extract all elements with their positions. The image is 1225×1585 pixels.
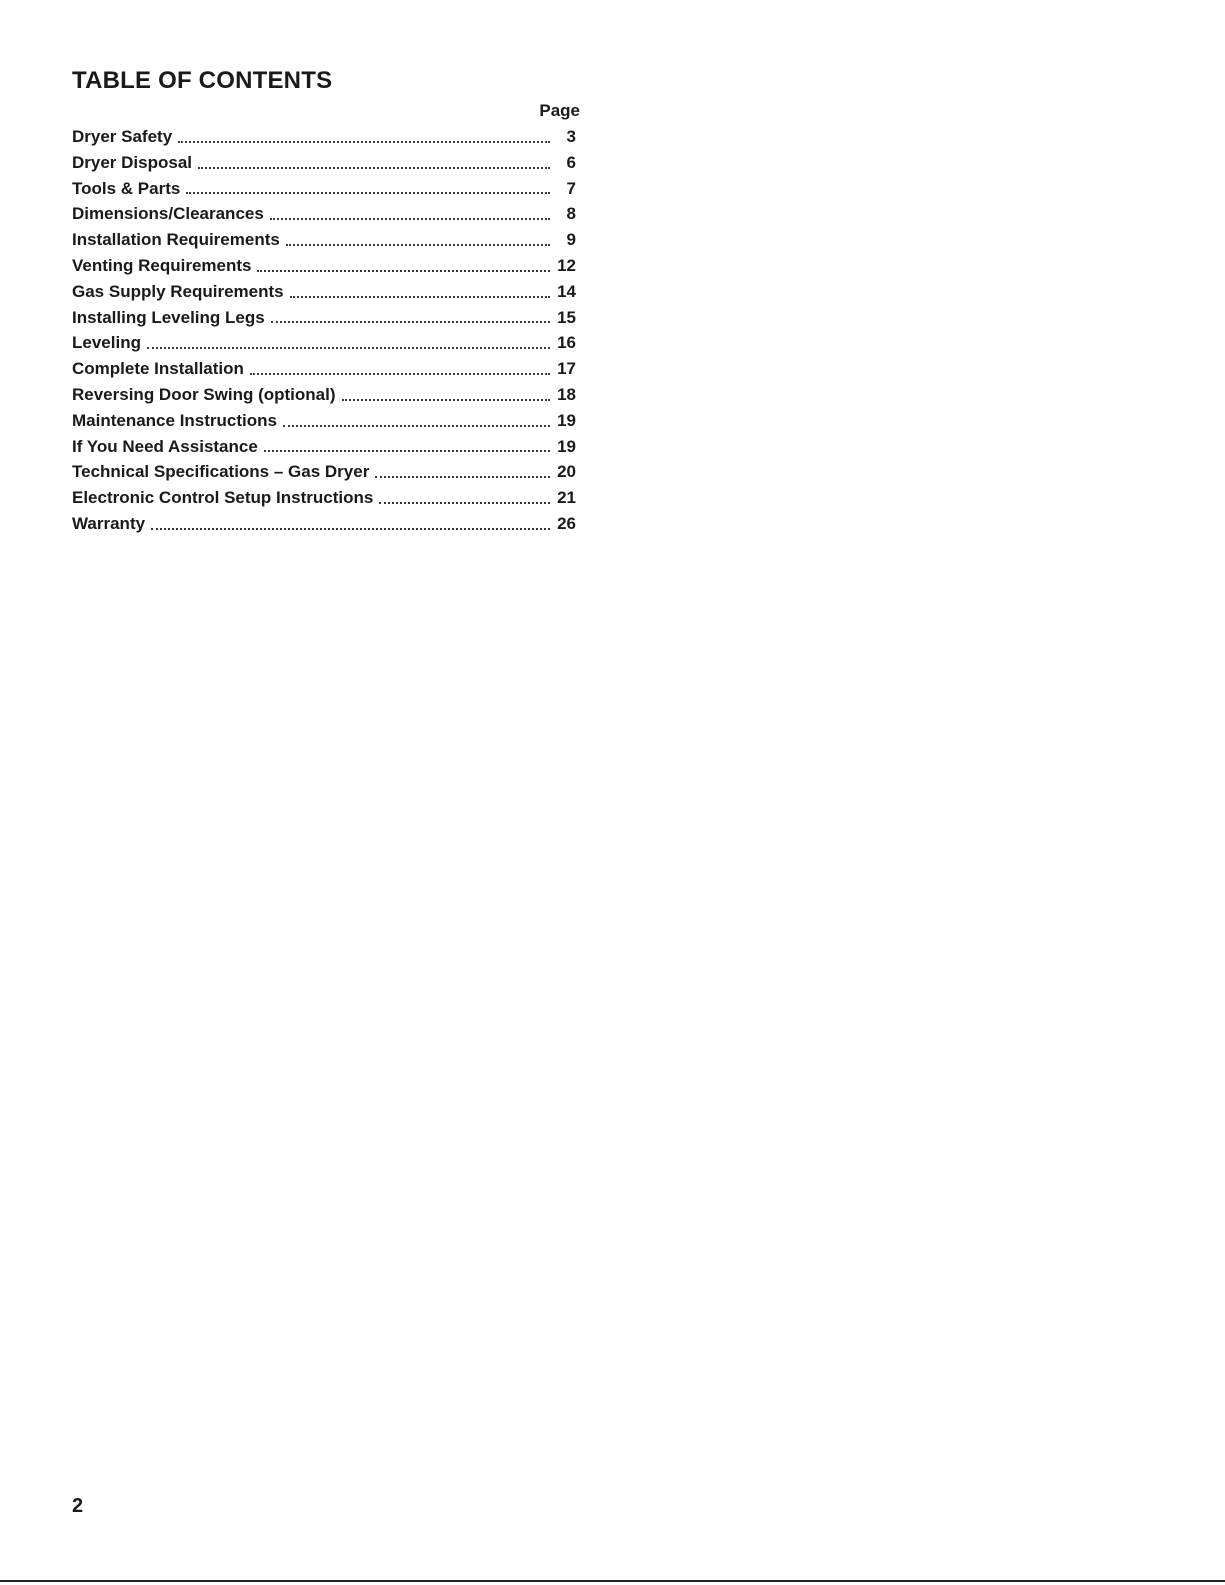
page-column-header: Page xyxy=(539,101,580,120)
toc-entry-label: Dryer Disposal xyxy=(72,152,192,172)
toc-entry-page: 15 xyxy=(557,307,576,327)
toc-entry-page: 12 xyxy=(557,255,576,275)
dot-leader xyxy=(178,127,550,143)
toc-entry-label: Reversing Door Swing (optional) xyxy=(72,384,336,404)
toc-entry-label: Dimensions/Clearances xyxy=(72,204,264,224)
toc-title: TABLE OF CONTENTS xyxy=(72,67,333,94)
toc-entry-dryer-disposal[interactable] xyxy=(72,150,576,176)
toc-entry-venting-requirements[interactable] xyxy=(72,253,576,279)
toc-entry-label: Venting Requirements xyxy=(72,255,252,275)
toc-entry-if-you-need-assistance[interactable] xyxy=(72,434,576,460)
dot-leader xyxy=(375,462,550,478)
dot-leader xyxy=(186,178,550,194)
toc-entry-page: 26 xyxy=(557,513,576,533)
toc-entry-label: Dryer Safety xyxy=(72,127,173,146)
dot-leader xyxy=(250,359,550,375)
toc-entry-page: 7 xyxy=(566,178,576,198)
dot-leader xyxy=(290,282,550,298)
toc-entry-page: 19 xyxy=(557,436,576,456)
toc-entry-page: 8 xyxy=(566,204,576,224)
dot-leader xyxy=(286,230,550,246)
dot-leader xyxy=(147,333,550,349)
toc-list xyxy=(72,124,576,537)
toc-entry-dimensions-clearances[interactable] xyxy=(72,201,576,227)
toc-entry-page: 18 xyxy=(557,384,576,404)
toc-entry-page: 16 xyxy=(557,333,576,353)
toc-entry-label: Tools & Parts xyxy=(72,178,181,198)
toc-entry-label: Complete Installation xyxy=(72,359,244,379)
toc-entry-page: 21 xyxy=(557,488,576,508)
dot-leader xyxy=(342,385,550,401)
toc-entry-warranty[interactable] xyxy=(72,511,576,537)
toc-entry-installation-requirements[interactable] xyxy=(72,227,576,253)
toc-entry-page: 6 xyxy=(566,152,576,172)
toc-entry-page: 14 xyxy=(557,281,576,301)
toc-entry-maintenance-instructions[interactable] xyxy=(72,408,576,434)
toc-entry-label: If You Need Assistance xyxy=(72,436,258,456)
toc-entry-label: Leveling xyxy=(72,333,141,353)
toc-entry-electronic-control-setup[interactable] xyxy=(72,485,576,511)
toc-entry-installing-leveling-legs[interactable] xyxy=(72,305,576,331)
toc-entry-label: Maintenance Instructions xyxy=(72,410,277,430)
dot-leader xyxy=(257,256,550,272)
toc-entry-label: Gas Supply Requirements xyxy=(72,281,284,301)
toc-entry-technical-specifications[interactable] xyxy=(72,459,576,485)
dot-leader xyxy=(151,514,550,530)
dot-leader xyxy=(379,488,550,504)
toc-entry-page: 20 xyxy=(557,462,576,482)
dot-leader xyxy=(264,436,550,452)
toc-entry-label: Electronic Control Setup Instructions xyxy=(72,488,374,508)
footer-page-number: 2 xyxy=(72,1495,84,1517)
toc-entry-label: Installation Requirements xyxy=(72,230,280,250)
toc-entry-dryer-safety[interactable] xyxy=(72,124,576,150)
toc-entry-label: Installing Leveling Legs xyxy=(72,307,265,327)
toc-entry-complete-installation[interactable] xyxy=(72,356,576,382)
toc-entry-tools-parts[interactable] xyxy=(72,176,576,202)
toc-entry-page: 17 xyxy=(557,359,576,379)
bottom-rule xyxy=(0,1580,1225,1582)
toc-entry-page: 3 xyxy=(566,127,576,146)
toc-entry-label: Technical Specifications – Gas Dryer xyxy=(72,462,370,482)
toc-entry-page: 9 xyxy=(566,230,576,250)
dot-leader xyxy=(270,204,550,220)
toc-entry-label: Warranty xyxy=(72,513,146,533)
toc-entry-page: 19 xyxy=(557,410,576,430)
toc-entry-reversing-door-swing[interactable] xyxy=(72,382,576,408)
dot-leader xyxy=(198,153,550,169)
dot-leader xyxy=(271,307,550,323)
dot-leader xyxy=(283,411,550,427)
toc-entry-gas-supply-requirements[interactable] xyxy=(72,279,576,305)
toc-entry-leveling[interactable] xyxy=(72,330,576,356)
